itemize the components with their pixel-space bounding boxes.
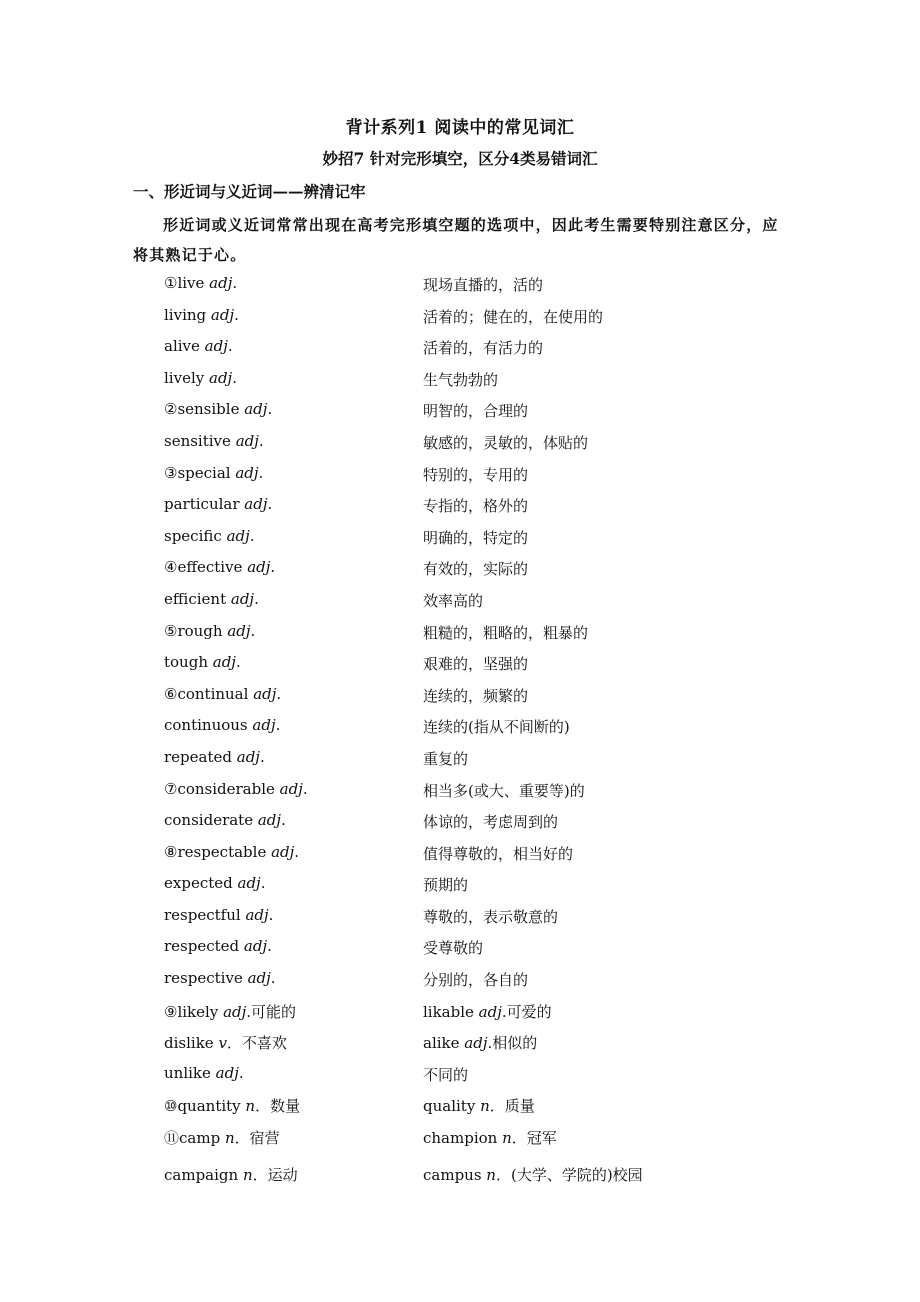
vocab-definition: [423, 874, 468, 895]
vocab-row: [0, 679, 920, 711]
vocab-row: [0, 837, 920, 869]
text-segment: ⑪camp: [164, 1129, 225, 1148]
vocab-row: [0, 1158, 920, 1195]
text-segment: 分别的，各自的: [423, 971, 529, 990]
text-segment: 生气勃勃的: [423, 370, 499, 389]
vocab-term: [164, 1032, 287, 1053]
vocab-definition: [423, 590, 483, 611]
text-segment: respective: [164, 969, 248, 988]
text-segment: .: [258, 463, 264, 482]
vocab-row: [0, 489, 920, 521]
vocab-term: [164, 1127, 280, 1148]
text-segment: .: [270, 969, 276, 988]
vocab-row: [0, 931, 920, 963]
vocab-definition: [423, 1164, 643, 1185]
text-segment: .: [267, 937, 272, 956]
text-segment: alive: [164, 337, 205, 356]
text-segment: .: [294, 842, 300, 861]
text-segment: 连续的，频繁的: [423, 686, 529, 705]
intro-paragraph: [133, 210, 791, 270]
text-segment: quality: [423, 1097, 481, 1116]
vocab-definition: [423, 1032, 537, 1053]
vocab-definition: [423, 558, 528, 579]
vocab-definition: [423, 685, 528, 706]
vocab-term: [164, 937, 272, 955]
vocab-term: [164, 685, 281, 703]
vocab-definition: [423, 780, 585, 801]
text-segment: ⑨likely: [164, 1002, 224, 1021]
text-segment: likable: [423, 1002, 479, 1021]
vocab-definition: [423, 274, 543, 295]
text-segment: .: [227, 337, 233, 356]
vocab-definition: [423, 748, 468, 769]
vocab-row: [0, 458, 920, 490]
text-segment: .: [281, 811, 286, 830]
vocab-term: [164, 906, 273, 924]
text-segment: .: [259, 747, 265, 766]
text-segment: 相当多(或大、重要等)的: [423, 781, 585, 800]
text-segment: ．运动: [252, 1166, 298, 1185]
text-segment: expected: [164, 874, 238, 893]
part-of-speech: n: [245, 1097, 256, 1116]
text-segment: .: [268, 905, 274, 924]
part-of-speech: adj: [204, 337, 228, 356]
text-segment: 有效的，实际的: [423, 560, 529, 579]
part-of-speech: adj: [243, 937, 268, 956]
text-segment: .: [234, 305, 239, 324]
vocab-definition: [423, 843, 573, 864]
vocab-term: [164, 780, 308, 798]
text-segment: campaign: [164, 1166, 243, 1185]
text-segment: 艰难的，坚强的: [423, 655, 529, 674]
text-segment: ．宿营: [234, 1129, 280, 1148]
vocab-row: [0, 268, 920, 300]
text-segment: ⑤rough: [164, 621, 228, 640]
text-segment: ①live: [164, 274, 210, 292]
vocab-row: [0, 805, 920, 837]
vocab-row: [0, 1058, 920, 1090]
part-of-speech: n: [242, 1166, 253, 1185]
vocab-row: [0, 300, 920, 332]
vocab-definition: [423, 432, 588, 453]
vocab-row: [0, 900, 920, 932]
part-of-speech: adj: [271, 842, 295, 861]
vocab-row: [0, 331, 920, 363]
vocab-definition: [423, 1127, 557, 1148]
vocab-term: [164, 527, 255, 545]
part-of-speech: adj: [227, 621, 251, 640]
text-segment: 明智的，合理的: [423, 402, 529, 421]
part-of-speech: adj: [235, 463, 259, 482]
part-of-speech: n: [224, 1129, 235, 1148]
text-segment: 重复的: [423, 749, 469, 768]
text-segment: .可爱的: [501, 1002, 552, 1021]
text-segment: respectful: [164, 905, 246, 924]
part-of-speech: adj: [209, 274, 233, 292]
text-segment: 现场直播的，活的: [423, 276, 544, 294]
text-segment: 预期的: [423, 876, 469, 895]
vocab-term: [164, 495, 272, 513]
part-of-speech: adj: [237, 874, 261, 893]
text-segment: .: [232, 368, 237, 387]
text-segment: continuous: [164, 716, 253, 735]
text-segment: particular: [164, 495, 245, 514]
vocab-term: [164, 1001, 296, 1022]
text-segment: .: [238, 1063, 244, 1082]
vocab-definition: [423, 400, 528, 421]
vocab-term: [164, 274, 237, 292]
text-segment: efficient: [164, 589, 231, 608]
text-segment: 尊敬的，表示敬意的: [423, 907, 559, 926]
vocab-row: [0, 774, 920, 806]
vocab-definition: [423, 1095, 535, 1116]
vocab-definition: [423, 937, 483, 958]
text-segment: .相似的: [487, 1034, 538, 1053]
vocab-term: [164, 1095, 300, 1116]
vocab-definition: [423, 527, 528, 548]
vocab-row: [0, 616, 920, 648]
vocab-row: [0, 552, 920, 584]
part-of-speech: adj: [478, 1002, 502, 1021]
part-of-speech: adj: [209, 368, 233, 387]
vocab-term: [164, 811, 286, 829]
text-segment: 活着的；健在的，在使用的: [423, 307, 604, 326]
vocab-row: [0, 521, 920, 553]
vocab-term: [164, 369, 237, 387]
text-segment: .: [267, 400, 273, 419]
vocab-definition: [423, 306, 603, 327]
page-title: 背计系列1 阅读中的常见词汇: [345, 118, 575, 138]
text-segment: ．质量: [489, 1097, 535, 1116]
vocab-definition: [423, 969, 528, 990]
part-of-speech: adj: [253, 684, 277, 703]
text-segment: ②sensible: [164, 400, 245, 419]
text-segment: 粗糙的，粗略的，粗暴的: [423, 623, 589, 642]
text-segment: .: [235, 653, 241, 672]
text-segment: respected: [164, 937, 244, 956]
text-segment: ．不喜欢: [226, 1034, 287, 1053]
text-segment: champion: [423, 1129, 503, 1148]
text-segment: dislike: [164, 1034, 219, 1053]
text-segment: ．(大学、学院的)校园: [495, 1166, 643, 1185]
vocabulary-list: [0, 268, 920, 1195]
vocab-row: [0, 584, 920, 616]
vocab-definition: [423, 653, 528, 674]
part-of-speech: adj: [244, 400, 268, 419]
vocab-definition: [423, 906, 558, 927]
vocab-term: [164, 306, 239, 324]
text-segment: ④effective: [164, 558, 248, 577]
vocab-term: [164, 337, 233, 355]
part-of-speech: adj: [244, 495, 268, 514]
intro-text: 形近词或义近词常常出现在高考完形填空题的选项中，因此考生需要特别注意区分，应将其熟记于心。: [133, 216, 779, 264]
part-of-speech: adj: [252, 716, 276, 735]
text-segment: campus: [423, 1166, 487, 1185]
part-of-speech: adj: [247, 969, 271, 988]
text-segment: ⑦considerable: [164, 779, 280, 798]
part-of-speech: v: [218, 1034, 227, 1053]
vocab-definition: [423, 1064, 468, 1085]
text-segment: .: [302, 779, 308, 798]
vocab-definition: [423, 622, 588, 643]
text-segment: .: [249, 526, 255, 545]
part-of-speech: n: [502, 1129, 512, 1148]
vocab-term: [164, 622, 255, 640]
text-segment: unlike: [164, 1063, 216, 1082]
vocab-term: [164, 1064, 244, 1082]
vocab-definition: [423, 369, 498, 390]
text-segment: ⑧respectable: [164, 842, 272, 861]
text-segment: tough: [164, 653, 213, 672]
vocab-term: [164, 590, 259, 608]
vocab-row: [0, 742, 920, 774]
text-segment: repeated: [164, 747, 237, 766]
text-segment: sensitive: [164, 431, 236, 450]
vocab-definition: [423, 337, 543, 358]
vocab-term: [164, 464, 263, 482]
text-segment: .: [254, 589, 259, 608]
vocab-term: [164, 1164, 298, 1185]
vocab-term: [164, 969, 276, 987]
vocab-term: [164, 558, 275, 576]
vocab-row: [0, 710, 920, 742]
vocab-term: [164, 716, 280, 734]
vocab-term: [164, 653, 241, 671]
vocab-term: [164, 400, 272, 418]
text-segment: 体谅的，考虑周到的: [423, 813, 559, 832]
vocab-row: [0, 1121, 920, 1158]
part-of-speech: adj: [279, 779, 303, 798]
text-segment: .: [232, 274, 238, 292]
text-segment: alike: [423, 1034, 465, 1053]
vocab-definition: [423, 464, 528, 485]
part-of-speech: adj: [464, 1034, 488, 1053]
vocab-row: [0, 995, 920, 1027]
vocab-row: [0, 963, 920, 995]
part-of-speech: adj: [245, 905, 269, 924]
part-of-speech: adj: [257, 811, 282, 830]
text-segment: 活着的，有活力的: [423, 339, 544, 358]
vocab-definition: [423, 495, 528, 516]
text-segment: ③special: [164, 463, 236, 482]
vocab-row: [0, 1026, 920, 1058]
part-of-speech: n: [486, 1166, 496, 1185]
text-segment: 专指的，格外的: [423, 497, 529, 516]
text-segment: .: [267, 495, 273, 514]
part-of-speech: adj: [235, 431, 259, 450]
vocab-row: [0, 394, 920, 426]
text-segment: 敏感的，灵敏的，体贴的: [423, 433, 589, 452]
text-segment: .: [270, 558, 276, 577]
text-segment: 值得尊敬的，相当好的: [423, 844, 574, 863]
vocab-row: [0, 426, 920, 458]
vocab-definition: [423, 716, 570, 737]
part-of-speech: adj: [226, 526, 250, 545]
text-segment: considerate: [164, 811, 258, 830]
part-of-speech: adj: [230, 589, 255, 608]
text-segment: ⑩quantity: [164, 1097, 246, 1116]
part-of-speech: adj: [212, 653, 236, 672]
text-segment: 特别的，专用的: [423, 465, 529, 484]
vocab-definition: [423, 811, 558, 832]
text-segment: .: [258, 431, 264, 450]
text-segment: lively: [164, 368, 209, 387]
vocab-row: [0, 363, 920, 395]
vocab-row: [0, 647, 920, 679]
text-segment: 明确的，特定的: [423, 528, 529, 547]
vocab-row: [0, 1089, 920, 1121]
text-segment: .: [260, 874, 266, 893]
text-segment: .: [276, 684, 282, 703]
text-segment: 效率高的: [423, 591, 484, 610]
text-segment: .可能的: [246, 1002, 297, 1021]
text-segment: 不同的: [423, 1065, 469, 1084]
part-of-speech: adj: [223, 1002, 247, 1021]
vocab-term: [164, 432, 264, 450]
text-segment: 受尊敬的: [423, 939, 484, 958]
text-segment: ．冠军: [511, 1129, 557, 1148]
text-segment: living: [164, 305, 211, 324]
text-segment: ．数量: [255, 1097, 301, 1116]
vocab-term: [164, 843, 299, 861]
part-of-speech: adj: [247, 558, 271, 577]
part-of-speech: n: [480, 1097, 490, 1116]
part-of-speech: adj: [210, 305, 235, 324]
vocab-definition: [423, 1001, 552, 1022]
text-segment: .: [250, 621, 256, 640]
vocab-term: [164, 874, 265, 892]
part-of-speech: adj: [215, 1063, 239, 1082]
section-heading: 一、形近词与义近词——辨清记牢: [133, 182, 366, 201]
page-subtitle: 妙招7 针对完形填空，区分4类易错词汇: [322, 149, 598, 168]
text-segment: .: [275, 716, 281, 735]
text-segment: ⑥continual: [164, 684, 254, 703]
text-segment: 连续的(指从不间断的): [423, 718, 570, 737]
vocab-term: [164, 748, 265, 766]
text-segment: specific: [164, 526, 227, 545]
vocab-row: [0, 868, 920, 900]
part-of-speech: adj: [236, 747, 260, 766]
